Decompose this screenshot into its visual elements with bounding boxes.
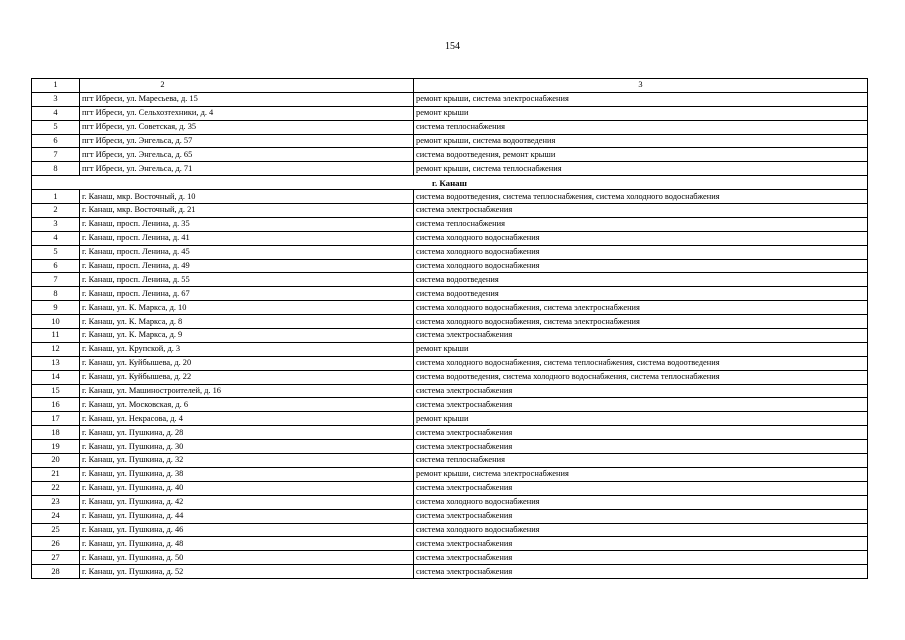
- row-address: г. Канаш, ул. Пушкина, д. 42: [80, 495, 414, 509]
- row-works: система электроснабжения: [414, 565, 868, 579]
- row-address: г. Канаш, мкр. Восточный, д. 10: [80, 190, 414, 204]
- row-number: 3: [32, 92, 80, 106]
- table-row: [32, 370, 868, 384]
- table-row: [32, 467, 868, 481]
- row-number: 7: [32, 148, 80, 162]
- table-row: [32, 398, 868, 412]
- row-number: 6: [32, 134, 80, 148]
- row-works: система холодного водоснабжения: [414, 259, 868, 273]
- row-number: 11: [32, 329, 80, 343]
- row-works: система теплоснабжения: [414, 454, 868, 468]
- table-row: [32, 523, 868, 537]
- row-works: система теплоснабжения: [414, 120, 868, 134]
- row-address: г. Канаш, ул. Пушкина, д. 28: [80, 426, 414, 440]
- section-header-row: [32, 176, 868, 190]
- row-address: г. Канаш, ул. Куйбышева, д. 22: [80, 370, 414, 384]
- section-title: г. Канаш: [32, 176, 868, 190]
- row-works: система электроснабжения: [414, 329, 868, 343]
- row-address: г. Канаш, просп. Ленина, д. 45: [80, 245, 414, 259]
- row-works: система электроснабжения: [414, 426, 868, 440]
- table-row: [32, 412, 868, 426]
- row-number: 13: [32, 356, 80, 370]
- row-works: система холодного водоснабжения: [414, 495, 868, 509]
- row-works: система электроснабжения: [414, 398, 868, 412]
- row-works: ремонт крыши: [414, 342, 868, 356]
- row-address: г. Канаш, ул. Некрасова, д. 4: [80, 412, 414, 426]
- table-row: [32, 245, 868, 259]
- row-works: система электроснабжения: [414, 551, 868, 565]
- row-number: 4: [32, 231, 80, 245]
- row-number: 28: [32, 565, 80, 579]
- row-number: 21: [32, 467, 80, 481]
- table-row: [32, 148, 868, 162]
- table-row: [32, 231, 868, 245]
- table-row: [32, 92, 868, 106]
- table-row: [32, 273, 868, 287]
- row-address: г. Канаш, ул. Пушкина, д. 44: [80, 509, 414, 523]
- row-works: система холодного водоснабжения: [414, 523, 868, 537]
- row-works: система водоотведения, система теплоснабжения, система холодного водоснабжения: [414, 190, 868, 204]
- row-number: 4: [32, 106, 80, 120]
- row-number: 10: [32, 315, 80, 329]
- column-number-row: [32, 79, 868, 93]
- row-address: пгт Ибреси, ул. Маресьева, д. 15: [80, 92, 414, 106]
- table-row: [32, 190, 868, 204]
- row-works: ремонт крыши, система электроснабжения: [414, 467, 868, 481]
- row-number: 27: [32, 551, 80, 565]
- row-address: г. Канаш, ул. Пушкина, д. 30: [80, 440, 414, 454]
- row-address: пгт Ибреси, ул. Советская, д. 35: [80, 120, 414, 134]
- table-row: [32, 426, 868, 440]
- row-number: 1: [32, 190, 80, 204]
- row-address: г. Канаш, просп. Ленина, д. 55: [80, 273, 414, 287]
- row-address: г. Канаш, просп. Ленина, д. 67: [80, 287, 414, 301]
- table-row: [32, 329, 868, 343]
- row-number: 5: [32, 120, 80, 134]
- row-address: г. Канаш, просп. Ленина, д. 41: [80, 231, 414, 245]
- row-works: система холодного водоснабжения, система электроснабжения: [414, 315, 868, 329]
- row-works: система электроснабжения: [414, 440, 868, 454]
- table-row: [32, 204, 868, 218]
- row-number: 9: [32, 301, 80, 315]
- row-number: 17: [32, 412, 80, 426]
- row-address: г. Канаш, мкр. Восточный, д. 21: [80, 204, 414, 218]
- row-works: система холодного водоснабжения, система теплоснабжения, система водоотведения: [414, 356, 868, 370]
- table-row: [32, 120, 868, 134]
- column-number-1: 1: [32, 79, 80, 93]
- row-address: г. Канаш, ул. Пушкина, д. 52: [80, 565, 414, 579]
- row-number: 25: [32, 523, 80, 537]
- row-number: 24: [32, 509, 80, 523]
- row-works: система водоотведения, система холодного водоснабжения, система теплоснабжения: [414, 370, 868, 384]
- row-works: система холодного водоснабжения: [414, 231, 868, 245]
- table-row: [32, 481, 868, 495]
- row-address: г. Канаш, ул. Куйбышева, д. 20: [80, 356, 414, 370]
- row-number: 12: [32, 342, 80, 356]
- table-row: [32, 342, 868, 356]
- row-works: система водоотведения: [414, 273, 868, 287]
- row-number: 8: [32, 162, 80, 176]
- row-address: г. Канаш, просп. Ленина, д. 35: [80, 217, 414, 231]
- row-address: г. Канаш, ул. Пушкина, д. 48: [80, 537, 414, 551]
- table-row: [32, 301, 868, 315]
- row-works: ремонт крыши, система водоотведения: [414, 134, 868, 148]
- row-address: пгт Ибреси, ул. Энгельса, д. 57: [80, 134, 414, 148]
- row-address: г. Канаш, ул. Крупской, д. 3: [80, 342, 414, 356]
- row-works: система холодного водоснабжения: [414, 245, 868, 259]
- table-row: [32, 134, 868, 148]
- row-works: ремонт крыши, система электроснабжения: [414, 92, 868, 106]
- row-number: 8: [32, 287, 80, 301]
- table-row: [32, 495, 868, 509]
- row-works: ремонт крыши, система теплоснабжения: [414, 162, 868, 176]
- table-row: [32, 440, 868, 454]
- row-address: г. Канаш, ул. Пушкина, д. 46: [80, 523, 414, 537]
- table-row: [32, 356, 868, 370]
- row-works: ремонт крыши: [414, 412, 868, 426]
- row-number: 6: [32, 259, 80, 273]
- table-row: [32, 454, 868, 468]
- table-row: [32, 217, 868, 231]
- row-number: 26: [32, 537, 80, 551]
- table-row: [32, 162, 868, 176]
- row-address: г. Канаш, ул. Машиностроителей, д. 16: [80, 384, 414, 398]
- row-number: 2: [32, 204, 80, 218]
- table-row: [32, 106, 868, 120]
- row-number: 3: [32, 217, 80, 231]
- row-number: 5: [32, 245, 80, 259]
- table-row: [32, 315, 868, 329]
- table-row: [32, 384, 868, 398]
- page-number: 154: [445, 41, 460, 52]
- table-row: [32, 287, 868, 301]
- table-row: [32, 565, 868, 579]
- works-register-table: [31, 78, 868, 579]
- row-works: система электроснабжения: [414, 481, 868, 495]
- row-number: 20: [32, 454, 80, 468]
- row-address: г. Канаш, ул. К. Маркса, д. 10: [80, 301, 414, 315]
- row-number: 19: [32, 440, 80, 454]
- column-number-2: 2: [80, 79, 414, 93]
- row-address: пгт Ибреси, ул. Энгельса, д. 71: [80, 162, 414, 176]
- column-number-3: 3: [414, 79, 868, 93]
- row-address: г. Канаш, просп. Ленина, д. 49: [80, 259, 414, 273]
- table-row: [32, 551, 868, 565]
- table-row: [32, 509, 868, 523]
- row-address: г. Канаш, ул. Пушкина, д. 40: [80, 481, 414, 495]
- row-works: система электроснабжения: [414, 204, 868, 218]
- row-number: 23: [32, 495, 80, 509]
- row-works: система электроснабжения: [414, 384, 868, 398]
- row-works: система электроснабжения: [414, 537, 868, 551]
- table-row: [32, 259, 868, 273]
- row-works: система водоотведения: [414, 287, 868, 301]
- row-address: пгт Ибреси, ул. Энгельса, д. 65: [80, 148, 414, 162]
- row-address: г. Канаш, ул. Пушкина, д. 32: [80, 454, 414, 468]
- row-number: 7: [32, 273, 80, 287]
- row-number: 14: [32, 370, 80, 384]
- row-works: ремонт крыши: [414, 106, 868, 120]
- row-address: г. Канаш, ул. К. Маркса, д. 8: [80, 315, 414, 329]
- row-address: г. Канаш, ул. Пушкина, д. 38: [80, 467, 414, 481]
- row-number: 15: [32, 384, 80, 398]
- row-number: 22: [32, 481, 80, 495]
- row-works: система электроснабжения: [414, 509, 868, 523]
- row-works: система холодного водоснабжения, система электроснабжения: [414, 301, 868, 315]
- row-works: система теплоснабжения: [414, 217, 868, 231]
- row-number: 16: [32, 398, 80, 412]
- table-row: [32, 537, 868, 551]
- row-works: система водоотведения, ремонт крыши: [414, 148, 868, 162]
- row-address: г. Канаш, ул. К. Маркса, д. 9: [80, 329, 414, 343]
- row-number: 18: [32, 426, 80, 440]
- row-address: г. Канаш, ул. Московская, д. 6: [80, 398, 414, 412]
- row-address: пгт Ибреси, ул. Сельхозтехники, д. 4: [80, 106, 414, 120]
- row-address: г. Канаш, ул. Пушкина, д. 50: [80, 551, 414, 565]
- table-body: [32, 79, 868, 579]
